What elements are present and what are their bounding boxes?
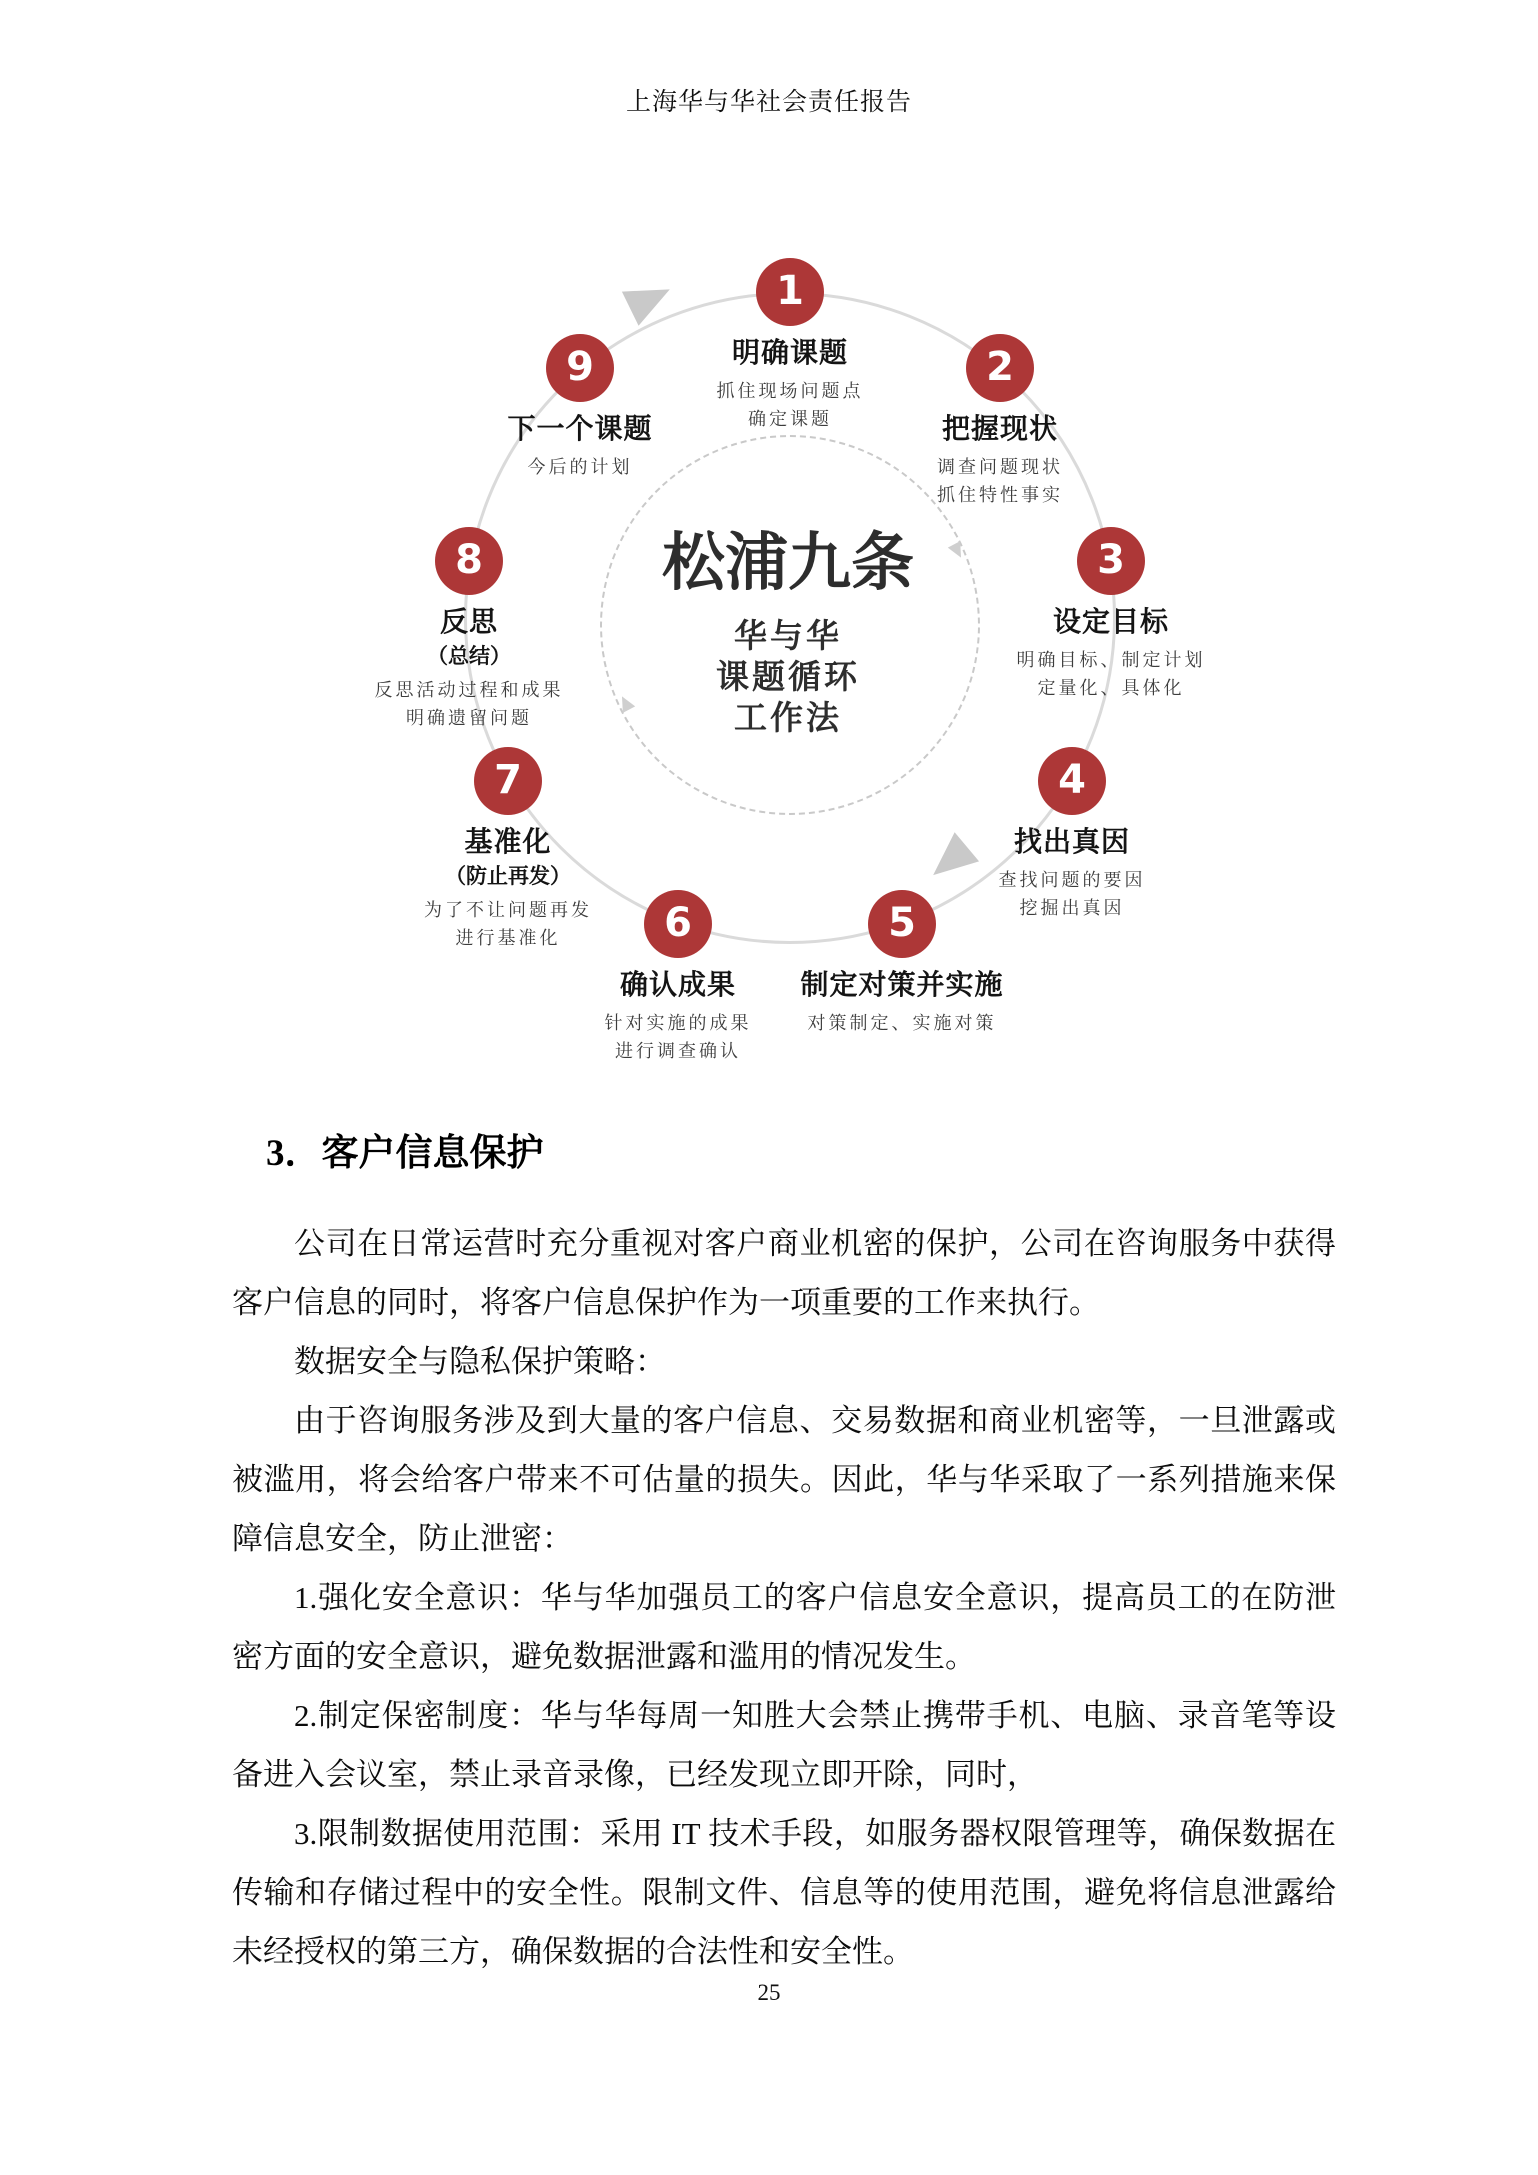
step-2	[840, 334, 1160, 510]
diagram-center-title: 松浦九条	[662, 528, 914, 598]
section-heading: 3．客户信息保护	[266, 1133, 544, 1174]
step-4-description: 查找问题的要因 挖掘出真因	[998, 870, 1146, 919]
paragraph: 3.限制数据使用范围：采用 IT 技术手段，如服务器权限管理等，确保数据在传输和存储过程中的安全性。限制文件、信息等的使用范围，避免将信息泄露给未经授权的第三方，确保数据的合法性和安全性。	[232, 1816, 1336, 1969]
step-1-title: 明确课题	[731, 336, 848, 369]
step-6-title: 确认成果	[619, 968, 736, 1001]
step-7	[348, 747, 668, 953]
center-subtitle-line: 工作法	[734, 701, 842, 737]
step-5-description: 对策制定、实施对策	[807, 1013, 997, 1034]
step-3-title: 设定目标	[1052, 605, 1169, 638]
step-2-number-badge: 2	[966, 334, 1034, 402]
step-5-number-badge: 5	[868, 890, 936, 958]
paragraph: 2.制定保密制度：华与华每周一知胜大会禁止携带手机、电脑、录音笔等设备进入会议室，禁止录音录像，已经发现立即开除，同时，	[232, 1698, 1336, 1792]
step-8-number-badge: 8	[435, 527, 503, 595]
step-9	[420, 334, 740, 482]
step-3-description: 明确目标、制定计划 定量化、具体化	[1016, 650, 1206, 699]
step-8-subtitle: （总结）	[427, 644, 511, 668]
step-5-title: 制定对策并实施	[800, 968, 1004, 1001]
step-7-number-badge: 7	[474, 747, 542, 815]
step-9-number-badge: 9	[546, 334, 614, 402]
step-2-title: 把握现状	[941, 412, 1058, 445]
step-8-description: 反思活动过程和成果 明确遗留问题	[374, 680, 564, 729]
step-9-title: 下一个课题	[507, 412, 653, 445]
body-text	[232, 1214, 1336, 1981]
center-subtitle-line: 华与华	[734, 619, 842, 655]
paragraph: 1.强化安全意识：华与华加强员工的客户信息安全意识，提高员工的在防泄密方面的安全意识，避免数据泄露和滥用的情况发生。	[232, 1580, 1336, 1674]
step-3-number-badge: 3	[1077, 527, 1145, 595]
step-7-description: 为了不让问题再发 进行基准化	[424, 900, 592, 949]
step-7-subtitle: （防止再发）	[445, 864, 571, 888]
step-4-title: 找出真因	[1013, 825, 1130, 858]
step-9-description: 今后的计划	[527, 457, 633, 478]
paragraph: 由于咨询服务涉及到大量的客户信息、交易数据和商业机密等，一旦泄露或被滥用，将会给客户带来不可估量的损失。因此，华与华采取了一系列措施来保障信息安全，防止泄密：	[232, 1403, 1336, 1556]
step-6-description: 针对实施的成果 进行调查确认	[604, 1013, 752, 1062]
step-8	[309, 527, 629, 733]
step-2-description: 调查问题现状 抓住特性事实	[937, 457, 1063, 506]
document-header: 上海华与华社会责任报告	[625, 89, 912, 116]
page-number: 25	[757, 1980, 781, 2005]
step-4-number-badge: 4	[1038, 747, 1106, 815]
paragraph: 数据安全与隐私保护策略：	[294, 1344, 666, 1379]
step-3	[951, 527, 1271, 703]
step-1-description: 抓住现场问题点 确定课题	[716, 381, 864, 430]
step-7-title: 基准化	[464, 825, 552, 858]
step-8-title: 反思	[439, 605, 498, 638]
center-subtitle-line: 课题循环	[716, 660, 860, 696]
step-6-number-badge: 6	[644, 890, 712, 958]
paragraph: 公司在日常运营时充分重视对客户商业机密的保护，公司在咨询服务中获得客户信息的同时，将客户信息保护作为一项重要的工作来执行。	[232, 1226, 1336, 1320]
step-1-number-badge: 1	[756, 258, 824, 326]
